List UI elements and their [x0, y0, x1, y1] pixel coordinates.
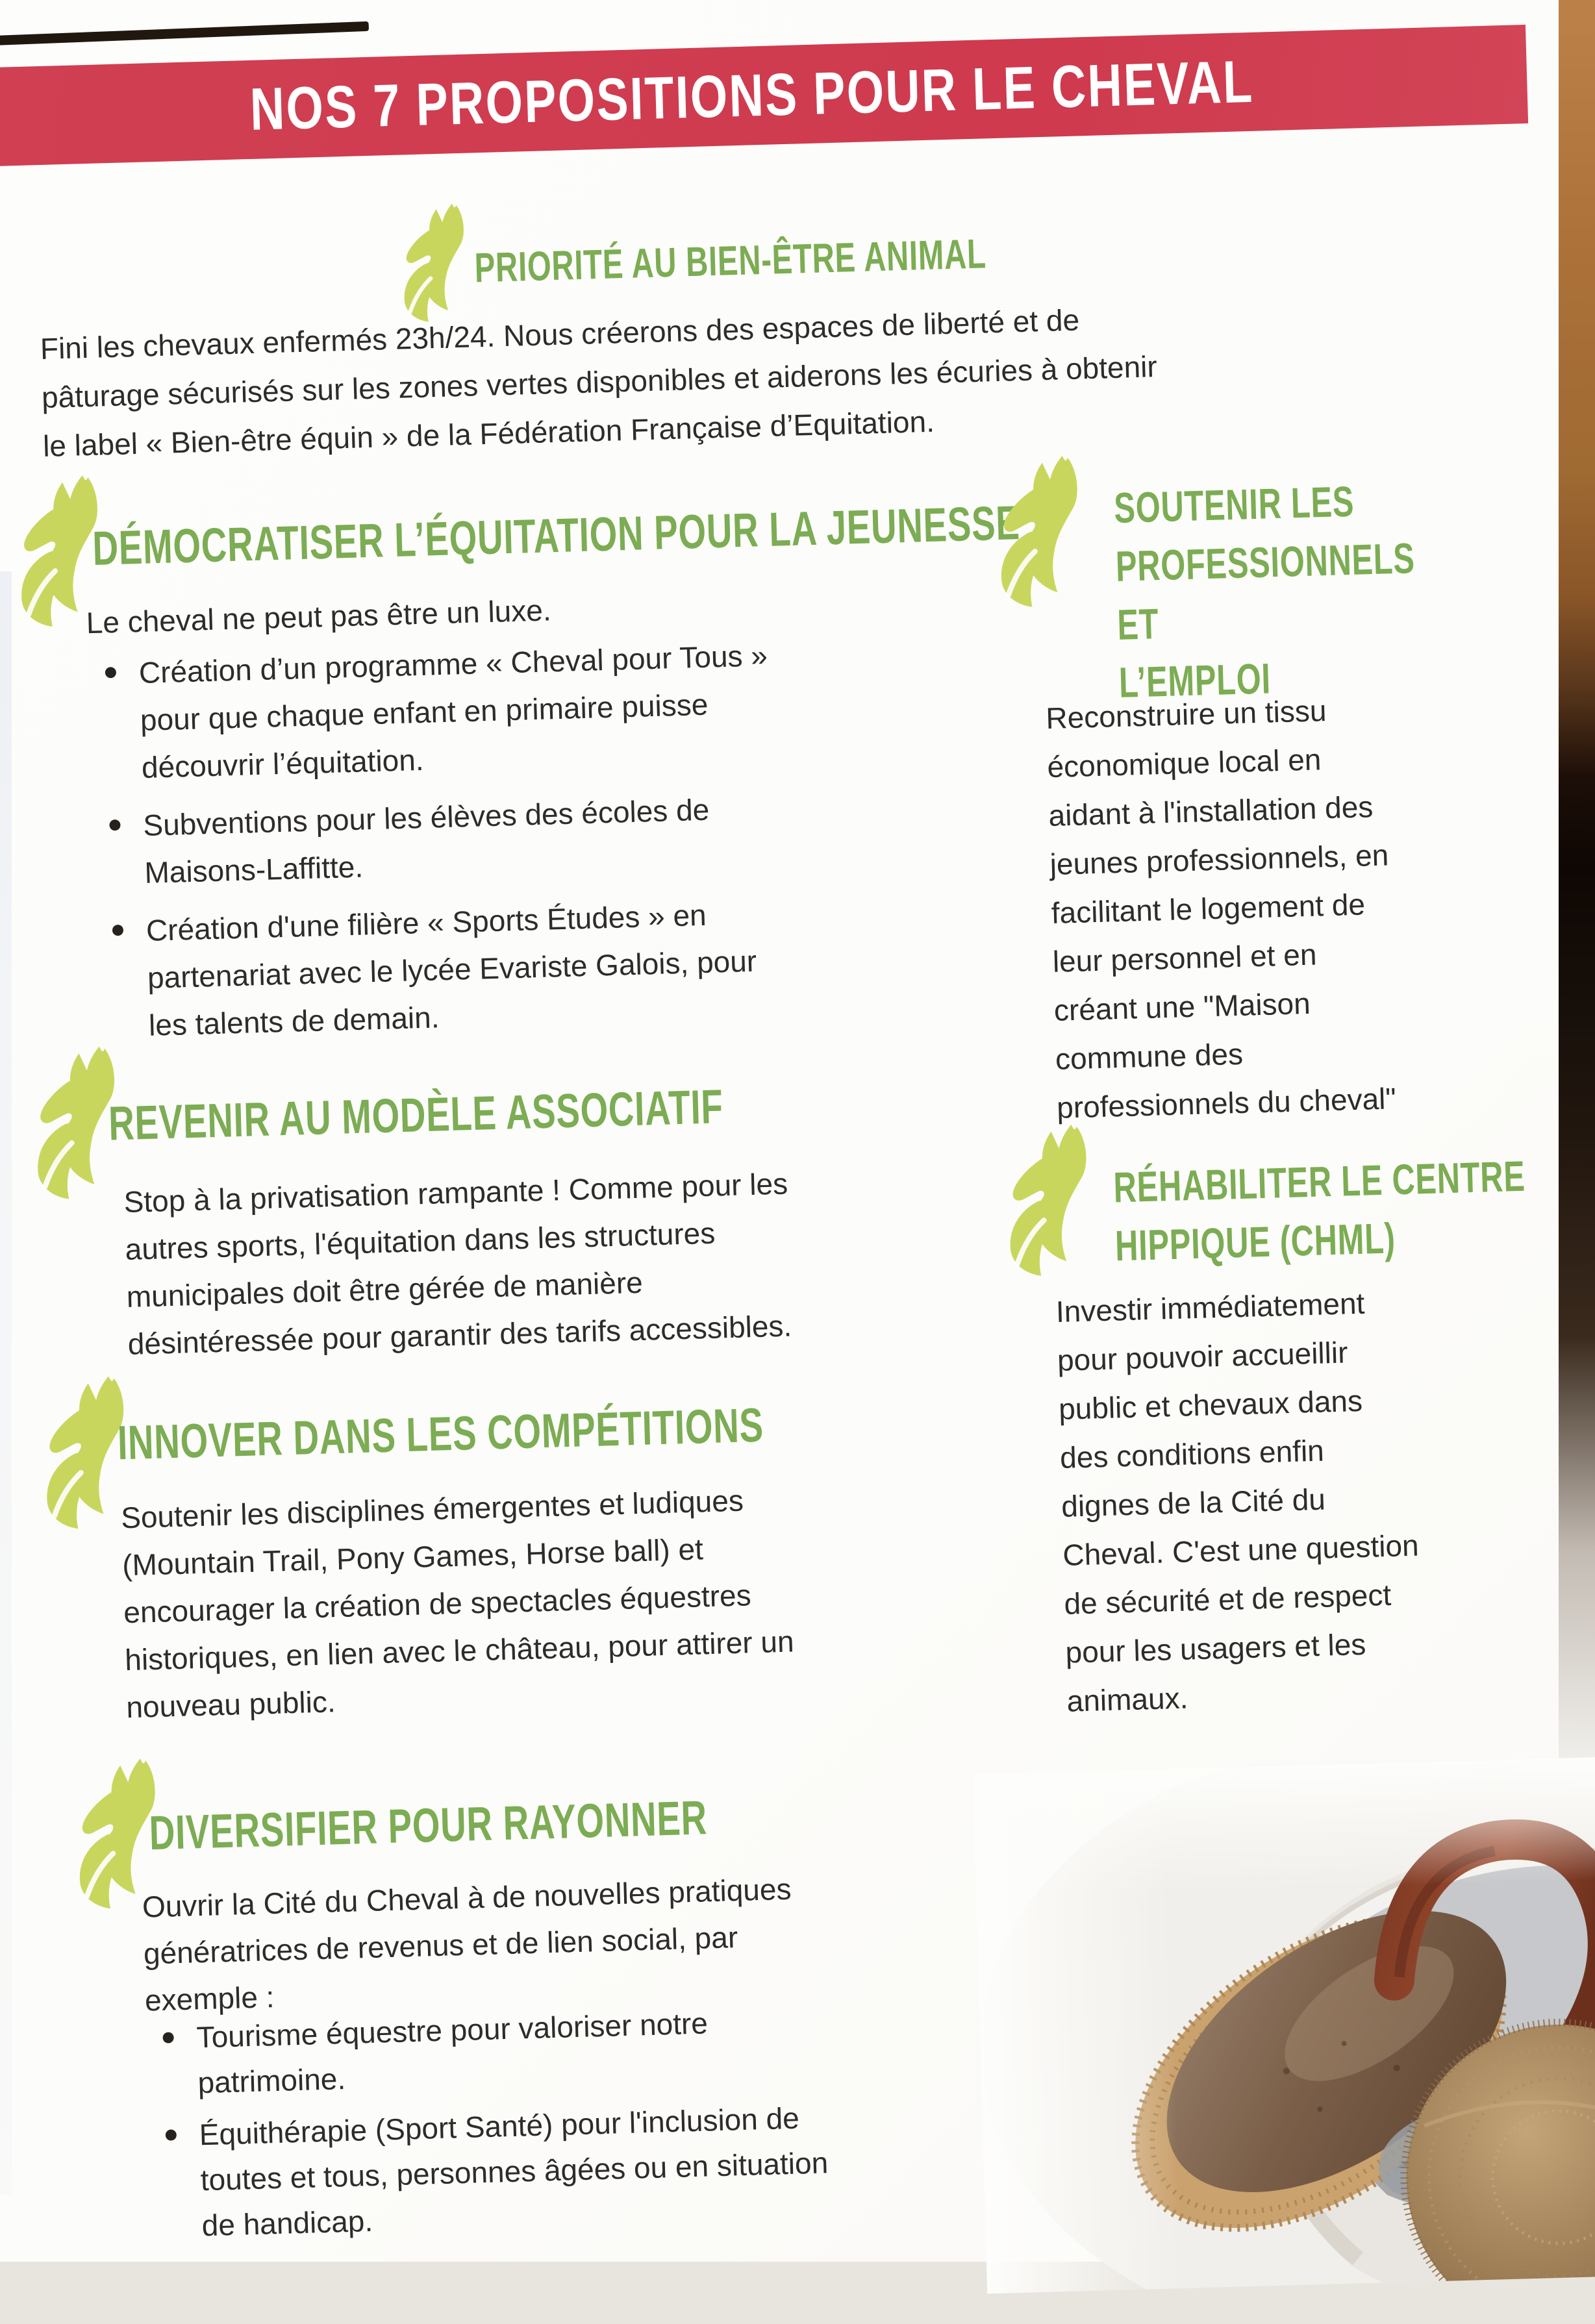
text-line: Soutenir les disciplines émergentes et ludiques: [120, 1483, 744, 1535]
section-title: [117, 1391, 992, 1471]
section-title: [149, 1784, 904, 1860]
text-line: municipales doit être gérée de manière: [126, 1265, 644, 1314]
list-item: [98, 627, 966, 793]
section-title: [1112, 1143, 1595, 1275]
text-line: pâturage sécurisés sur les zones vertes disponibles et aiderons les écuries à obtenir: [41, 349, 1158, 415]
bullet-dot: [166, 2129, 177, 2140]
title-line: L’EMPLOI: [1118, 654, 1272, 707]
text-line: de handicap.: [201, 2203, 373, 2243]
text-line: Stop à la privatisation rampante ! Comme pour les: [123, 1166, 788, 1219]
text-line: autres sports, l'équitation dans les structures: [124, 1216, 716, 1266]
section-title: [108, 1073, 940, 1151]
section-title: [1113, 467, 1561, 712]
bullet-dot: [109, 819, 120, 831]
horse-leaf-icon: [991, 454, 1093, 611]
text-line: commune des: [1055, 1036, 1244, 1076]
text-line: dignes de la Cité du: [1061, 1482, 1326, 1523]
text-line: partenariat avec le lycée Evariste Galois, pour: [147, 943, 757, 995]
text-line: leur personnel et en: [1052, 937, 1318, 979]
text-line: historiques, en lien avec le château, pour attirer un: [124, 1624, 795, 1677]
horse-leaf-icon: [396, 202, 476, 325]
text-line: Création d'une filière « Sports Études » en: [145, 897, 707, 947]
text-line: encourager la création de spectacles équestres: [123, 1578, 752, 1630]
text-line: créant une "Maison: [1053, 986, 1311, 1027]
bullet-dot: [162, 2032, 173, 2043]
section-paragraph: [1055, 1278, 1424, 1726]
text-line: toutes et tous, personnes âgées ou en situation: [200, 2145, 829, 2197]
text-line: Subventions pour les élèves des écoles de: [142, 792, 710, 842]
text-line: Tourisme équestre pour valoriser notre: [195, 2006, 709, 2055]
text-line: Fini les chevaux enfermés 23h/24. Nous créerons des espaces de liberté et de: [40, 303, 1080, 366]
text-line: des conditions enfin: [1059, 1433, 1325, 1475]
text-line: pour les usagers et les: [1064, 1627, 1366, 1669]
bullet-list: [98, 627, 973, 1061]
section-title-text: REVENIR AU MODÈLE ASSOCIATIF: [108, 1079, 724, 1151]
title-banner: [0, 25, 1528, 167]
text-line: Le cheval ne peut pas être un luxe.: [86, 593, 552, 640]
text-line: de sécurité et de respect: [1063, 1577, 1392, 1621]
horse-leaf-icon: [1000, 1123, 1102, 1280]
title-line: RÉHABILITER LE CENTRE: [1112, 1151, 1526, 1212]
title-line: HIPPIQUE (CHML): [1114, 1214, 1396, 1270]
section-paragraph: [123, 1160, 793, 1368]
text-line: Maisons-Laffitte.: [144, 849, 364, 890]
title-line: SOUTENIR LES: [1113, 477, 1355, 532]
section-intro: [86, 586, 552, 647]
text-line: économique local en: [1046, 742, 1322, 784]
text-line: génératrices de revenus et de lien social, par: [143, 1920, 738, 1971]
text-line: Équithérapie (Sport Santé) pour l'inclusion de: [199, 2101, 800, 2152]
section-title-text: PRIORITÉ AU BIEN-ÊTRE ANIMAL: [473, 230, 987, 292]
text-line: nouveau public.: [125, 1684, 336, 1725]
text-line: animaux.: [1066, 1681, 1189, 1718]
section-title-text: INNOVER DANS LES COMPÉTITIONS: [116, 1397, 764, 1470]
text-line: exemple :: [144, 1980, 275, 2018]
text-line: patrimoine.: [197, 2062, 346, 2100]
page-title: NOS 7 PROPOSITIONS POUR LE CHEVAL: [249, 48, 1255, 143]
section-paragraph: [1045, 684, 1396, 1132]
text-line: découvrir l’équitation.: [141, 742, 425, 784]
text-line: aidant à l'installation des: [1048, 790, 1374, 833]
text-line: jeunes professionnels, en: [1049, 838, 1389, 881]
section-paragraph: [120, 1476, 796, 1732]
section-title: [474, 225, 1167, 292]
section-title-text: [1113, 470, 1446, 712]
section-title-text: DÉMOCRATISER L’ÉQUITATION POUR LA JEUNESSE: [92, 495, 1021, 575]
text-line: les talents de demain.: [148, 1000, 440, 1042]
text-line: le label « Bien-être équin » de la Fédération Française d’Equitation.: [42, 404, 935, 464]
bullet-dot: [105, 667, 116, 678]
brushes-bucket-illustration: [973, 1755, 1595, 2293]
text-line: professionnels du cheval": [1056, 1081, 1397, 1125]
list-item: [103, 779, 969, 898]
bullet-dot: [112, 925, 123, 936]
section-title-text: [1112, 1147, 1538, 1275]
text-line: Ouvrir la Cité du Cheval à de nouvelles pratiques: [142, 1871, 792, 1924]
title-line: PROFESSIONNELS ET: [1114, 533, 1416, 649]
section-title-text: DIVERSIFIER POUR RAYONNER: [148, 1790, 708, 1860]
list-item: [105, 884, 973, 1050]
text-line: Création d’un programme « Cheval pour Tous »: [138, 638, 768, 690]
grooming-brushes-photo: [973, 1755, 1595, 2293]
section-paragraph: [40, 286, 1420, 471]
text-line: Cheval. C'est une question: [1062, 1528, 1420, 1572]
text-line: public et chevaux dans: [1058, 1383, 1363, 1426]
text-line: pour que chaque enfant en primaire puisse: [140, 687, 709, 738]
bullet-list: [156, 1992, 1007, 2249]
text-line: pour pouvoir accueillir: [1057, 1335, 1349, 1377]
list-item: [158, 2090, 1006, 2249]
text-line: Investir immédiatement: [1055, 1286, 1365, 1329]
text-line: Reconstruire un tissu: [1045, 693, 1327, 736]
text-line: facilitant le logement de: [1051, 887, 1366, 930]
text-line: (Mountain Trail, Pony Games, Horse ball) et: [121, 1532, 704, 1582]
text-line: désintéressée pour garantir des tarifs accessibles.: [127, 1308, 792, 1361]
